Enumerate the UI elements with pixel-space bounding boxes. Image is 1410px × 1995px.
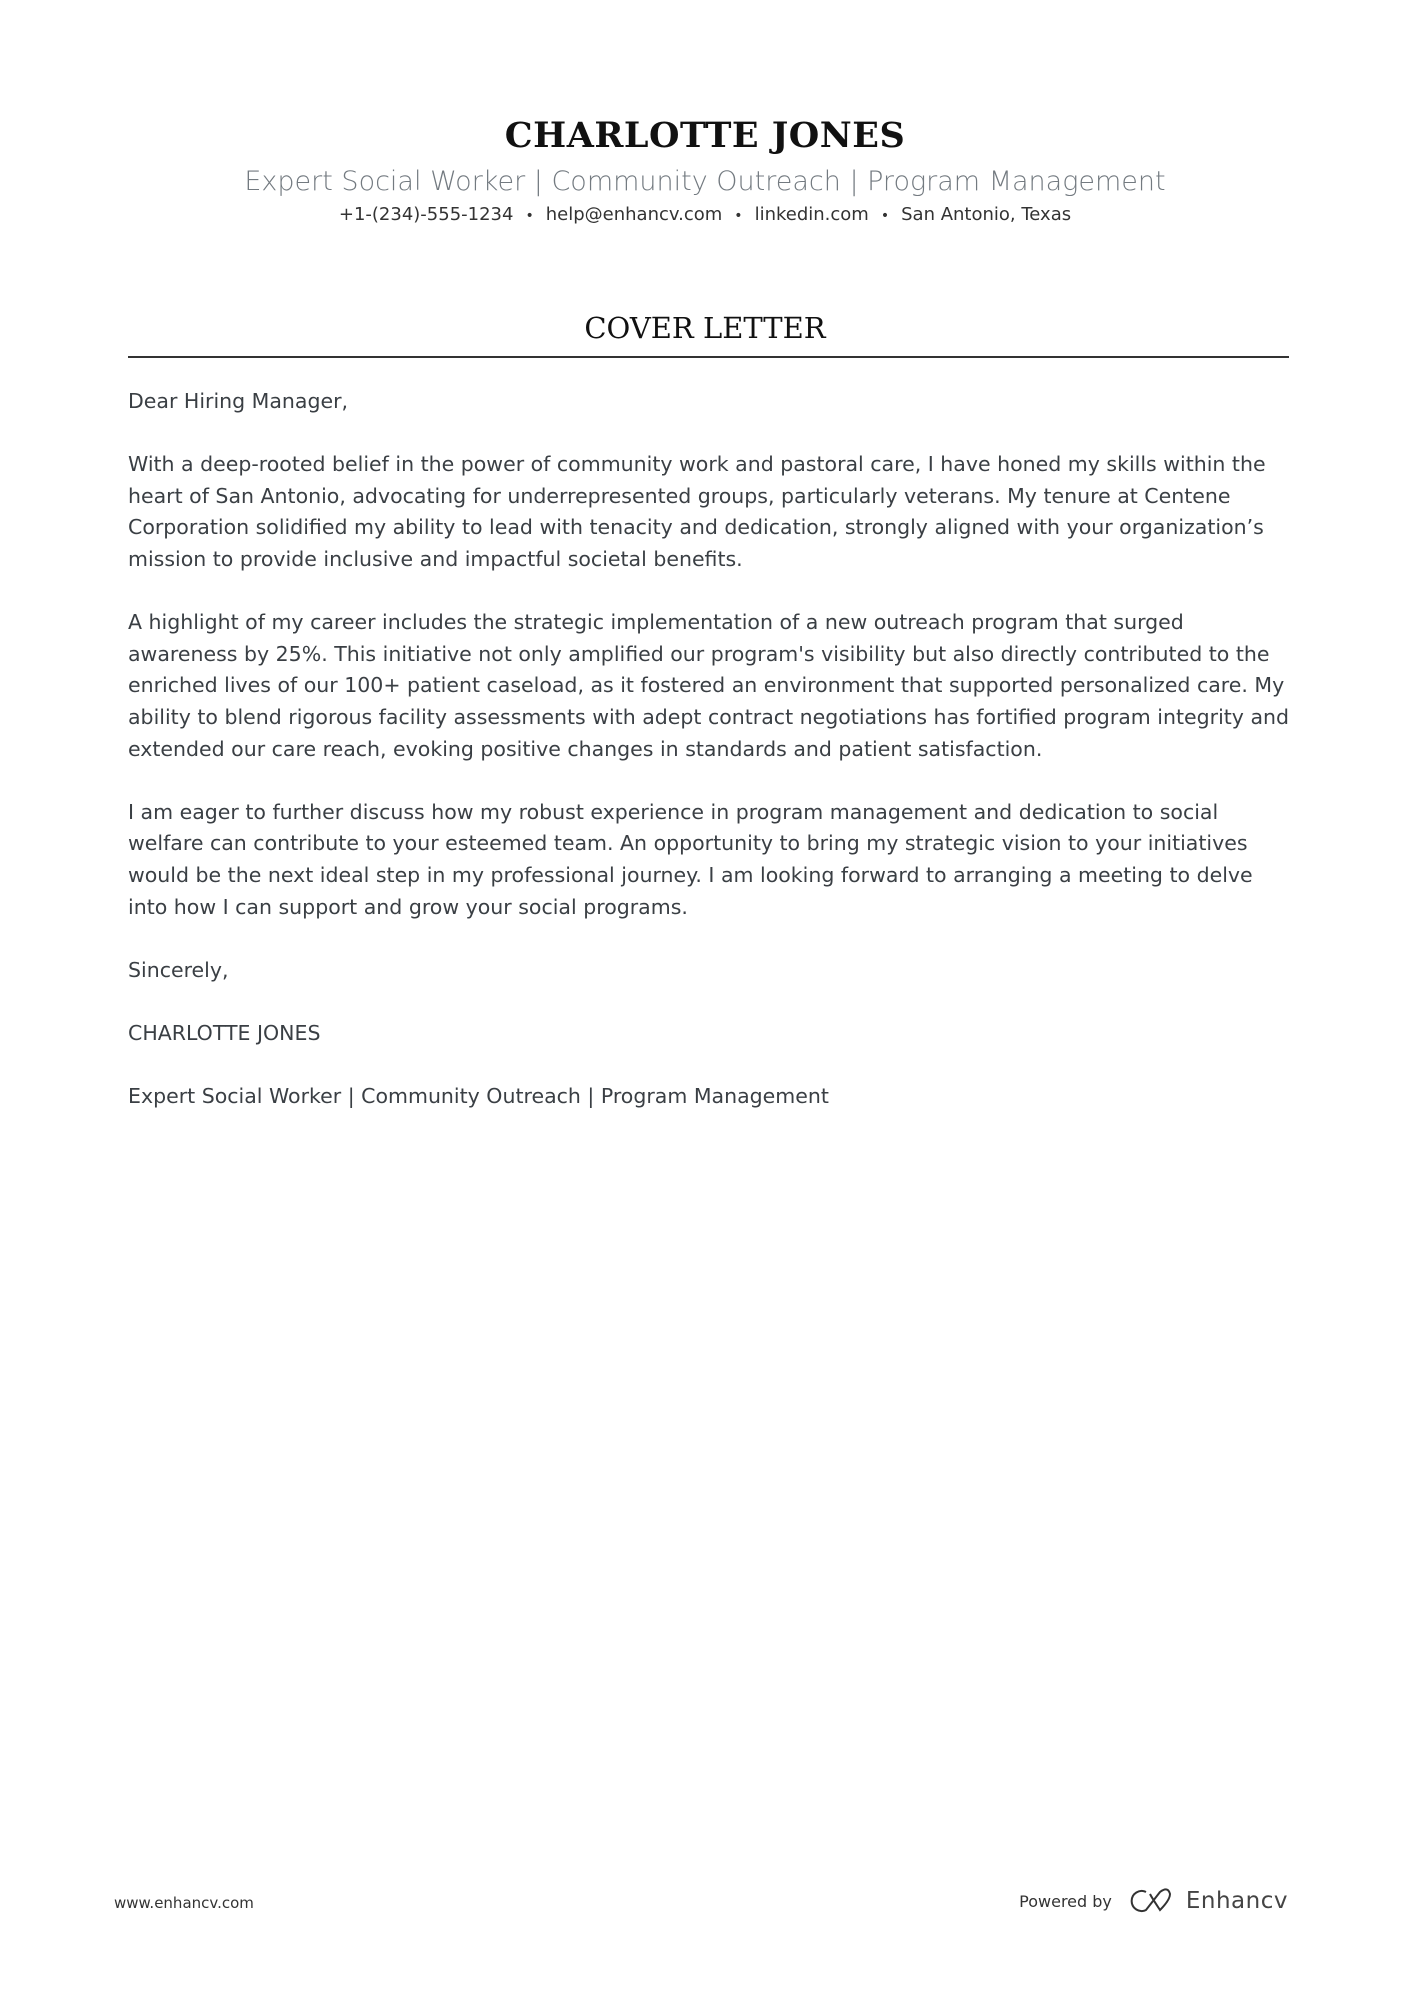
divider	[128, 356, 1289, 358]
contact-info	[0, 202, 1410, 229]
paragraph: A highlight of my career includes the strategic implementation of a new outreach program that surged awareness by 25%. This initiative not only amplified our program's visibility but also directly contributed to the enriched lives of our 100+ patient caseload, as it fostered an environment that supported personalized care. My ability to blend rigorous facility assessments with adept contract negotiations has fortified program integrity and extended our care reach, evoking positive changes in standards and patient satisfaction.	[128, 610, 1290, 761]
resume-header	[0, 112, 1410, 229]
section-title: COVER LETTER	[584, 311, 826, 345]
brand-name: Enhancv	[1185, 1888, 1288, 1914]
powered-by	[1019, 1888, 1288, 1914]
separator: •	[525, 208, 534, 224]
greeting: Dear Hiring Manager,	[128, 389, 349, 413]
email-link[interactable]: help@enhancv.com	[545, 204, 723, 225]
signature-title: Expert Social Worker | Community Outreach | Program Management	[128, 1084, 829, 1109]
signature: CHARLOTTE JONES	[128, 1020, 321, 1045]
enhancv-logo[interactable]	[1130, 1888, 1288, 1914]
separator: •	[880, 208, 890, 224]
closing: Sincerely,	[128, 957, 229, 982]
phone: +1-(234)-555-1234	[338, 204, 514, 225]
location: San Antonio, Texas	[901, 204, 1072, 225]
enhancv-logo-icon	[1130, 1888, 1176, 1914]
powered-by-label: Powered by	[1019, 1891, 1112, 1911]
letter-body	[128, 386, 1293, 1144]
paragraph: I am eager to further discuss how my robust experience in program management and dedication to social welfare can contribute to your esteemed team. An opportunity to bring my strategic vision to your initiatives would be the next ideal step in my professional journey. I am looking forward to arranging a meeting to delve into how I can support and grow your social programs.	[128, 799, 1253, 919]
applicant-title: Expert Social Worker | Community Outreach | Program Management	[244, 166, 1166, 197]
linkedin-link[interactable]: linkedin.com	[754, 204, 869, 225]
applicant-name: CHARLOTTE JONES	[504, 115, 906, 156]
separator: •	[734, 208, 743, 224]
paragraph: With a deep-rooted belief in the power of community work and pastoral care, I have honed my skills within the heart of San Antonio, advocating for underrepresented groups, particularly veterans. My tenure at Centene Corporation solidified my ability to lead with tenacity and dedication, strongly aligned with your organization’s mission to provide inclusive and impactful societal benefits.	[128, 452, 1266, 571]
website-link[interactable]: www.enhancv.com	[114, 1894, 254, 1912]
